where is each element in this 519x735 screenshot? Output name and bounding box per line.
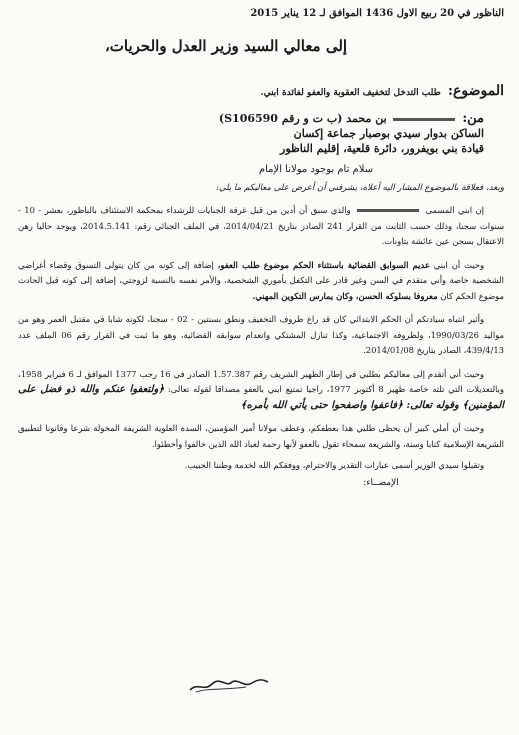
subject-text: طلب التدخل لتخفيف العقوبة والعفو لفائدة ابني.	[260, 88, 441, 98]
greeting: سلام تام بوجود مولانا الإمام	[258, 164, 374, 175]
p1-rest: والذي سبق أن أدين من قبل غرفة الجنايات للرشداء بمحكمة الاستئناف بالناظور، بعشر - 10 - سنوات سجنا، وذلك حسب الثابت من القرار 241 الصادر بتاريخ 2014/04/21، في الملف الجنائي رقم: 2014.5.141، ويوجد حاليا رهن الاعتقال بسجن عين عائشة بتاونات.	[18, 205, 504, 246]
from-label: من:	[462, 111, 484, 126]
paragraph-3: وأثير انتباه سيادتكم أن الحكم الابتدائي كان قد راع ظروف التخفيف ونطق بسنتين - 02 - سجنا، لكونه شابا في مقتبل العمر وهو من مواليد 1990/03/26، ولظروفه الاجتماعية، وكذا تنازل المشتكي وانعدام سوابقه القضائية، وهو ما ثبت في القرار رقم 06 الملف عدد 439/4/13، الصادر بتاريخ 2014/01/08.	[18, 314, 504, 355]
redaction-bar	[393, 118, 455, 121]
p2-bold-2: معروفا بسلوكه الحسن، وكان يمارس التكوين المهني.	[252, 290, 438, 301]
quran-quote: ﴿ولتعفوا عنكم والله ذو فضل على المؤمنين﴾ وقوله تعالى: ﴿فاعفوا واصفحوا حتى يأتي الله بأمره﴾	[18, 384, 504, 411]
p2-bold: عديم السوابق القضائية باستثناء الحكم موضوع طلب العفو،	[217, 259, 430, 270]
signature-label: الإمضــاء:	[363, 478, 399, 488]
letter-paragraphs	[18, 203, 504, 452]
p2-b: إضافة إلى كونه من كان يتولى التسوق وقضاء أغراضي الشخصية خاصة وأني متقدم في السن وغير قادر على التكفل بأموري الشخصية، والأمر نفسه بالنسبة لزوجتي، إضافة إلى كونه قبل الحادث موضوع الحكم كان	[18, 259, 504, 301]
sender-line-2: الساكن بدوار سيدي بوصبار جماعة إكسان	[293, 127, 484, 140]
p2-a: وحيث أن ابني	[433, 259, 485, 270]
addressee: إلى معالي السيد وزير العدل والحريات،	[104, 37, 348, 55]
sender-line-1	[18, 111, 484, 126]
paragraph-1	[18, 203, 504, 250]
p4-text: وحيث أني أتقدم إلى معاليكم بطلبي في إطار الظهير الشريف رقم 1.57.387 الصادر في 16 رجب 1377 الموافق لـ 6 فبراير 1958، وبالتعديلات التي تلته خاصة ظهير 8 أكتوبر 1977، راجيا تمتيع ابني بالعفو مصداقا لقوله تعالى:	[18, 368, 504, 394]
sender-block	[18, 111, 504, 156]
sender-id: بن محمد (ب ت و رقم S106590)	[218, 112, 387, 125]
handwritten-signature	[186, 672, 270, 696]
subject-line	[18, 83, 504, 99]
paragraph-2	[18, 258, 504, 305]
intro-line: وبعد، فعلاقة بالموضوع المشار اليه أعلاه، يشرفني أن أعرض على معاليكم ما يلي:	[216, 183, 504, 193]
letter-body	[18, 6, 504, 488]
dateline: الناظور في 20 ربيع الاول 1436 الموافق لـ 12 يناير 2015	[250, 8, 504, 19]
paragraph-5: وحيث أن أملي كبير أن يحظى طلبي هذا بعطفكم، وعطف مولانا أمير المؤمنين، السدة العلوية الشريفة المخولة شرعا وقانونا لتطبيق الشريعة الإسلامية كتابا وسنة، والشريعة سمحاء تقول بالعفو لأنها رحمة لعباد الله الذين خالفوا وأخطئوا.	[18, 423, 504, 449]
redaction-bar	[357, 209, 419, 212]
closing-line: وتقبلوا سيدي الوزير أسمى عبارات التقدير والاحترام، ووفقكم الله لخدمة وطننا الحبيب.	[184, 460, 484, 470]
subject-label: الموضوع:	[447, 83, 504, 99]
sender-line-3: قيادة بني بويفرور، دائرة قلعية، إقليم الناظور	[280, 142, 484, 155]
paragraph-4	[18, 367, 504, 414]
p1-prefix: إن ابني المسمى	[425, 205, 484, 215]
